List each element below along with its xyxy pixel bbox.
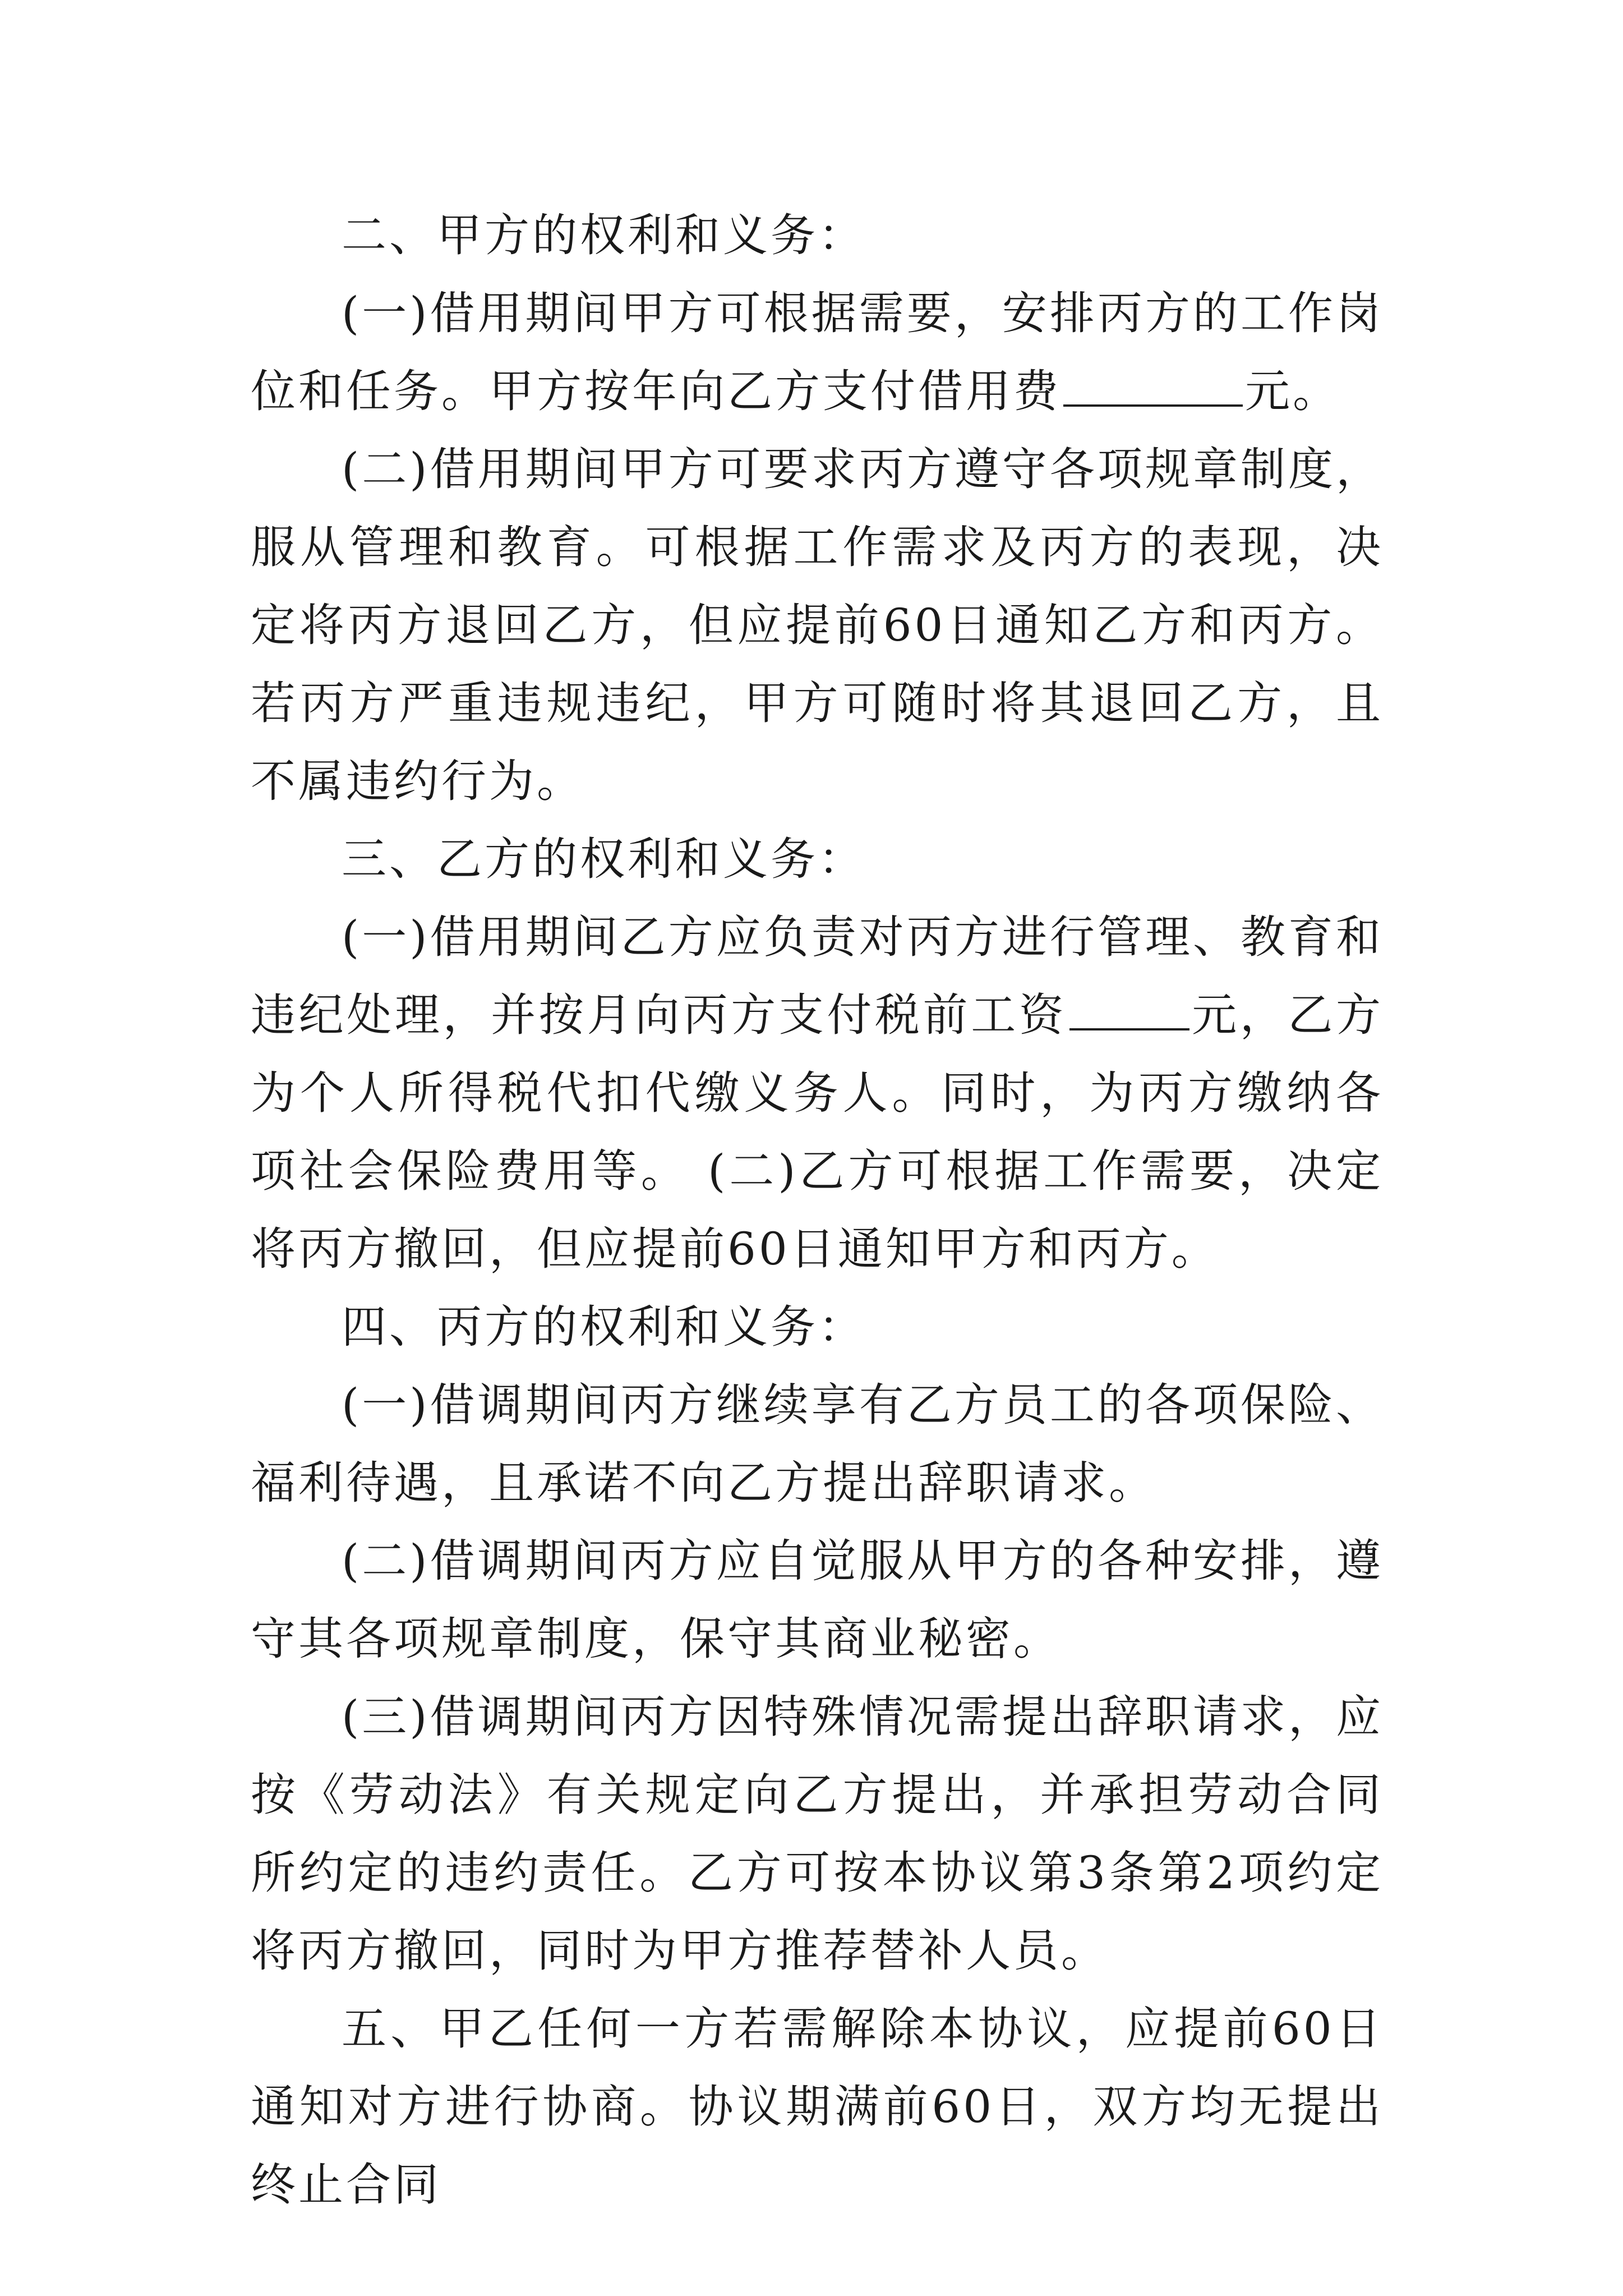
section-4-item-1: (一)借调期间丙方继续享有乙方员工的各项保险、福利待遇，且承诺不向乙方提出辞职请求。: [251, 1379, 1384, 1509]
section-2-item-1: [251, 274, 1384, 430]
section-5: 五、甲乙任何一方若需解除本协议，应提前60日通知对方进行协商。协议期满前60日，双方均无提出终止合同: [251, 2003, 1384, 2211]
section-3-heading: 三、乙方的权利和义务：: [342, 833, 866, 885]
section-4-item-3: (三)借调期间丙方因特殊情况需提出辞职请求，应按《劳动法》有关规定向乙方提出，并承担劳动合同所约定的违约责任。乙方可按本协议第3条第2项约定将丙方撤回，同时为甲方推荐替补人员。: [251, 1691, 1384, 1977]
section-2-item-1-suffix: 元。: [1245, 365, 1340, 417]
section-2-item-2: (二)借用期间甲方可要求丙方遵守各项规章制度，服从管理和教育。可根据工作需求及丙方的表现，决定将丙方退回乙方，但应提前60日通知乙方和丙方。若丙方严重违规违纪，甲方可随时将其退回乙方，且不属违约行为。: [251, 443, 1384, 807]
section-4-heading: 四、丙方的权利和义务：: [342, 1301, 866, 1353]
section-2-heading: 二、甲方的权利和义务：: [342, 209, 866, 261]
borrowing-fee-blank: [1063, 364, 1243, 407]
salary-blank: [1069, 988, 1189, 1030]
section-3-item-1: [251, 898, 1384, 1288]
section-4-item-2: (二)借调期间丙方应自觉服从甲方的各种安排，遵守其各项规章制度，保守其商业秘密。: [251, 1535, 1384, 1665]
section-2-item-1-text: (一)借用期间甲方可根据需要，安排丙方的工作岗位和任务。甲方按年向乙方支付借用费: [251, 287, 1384, 417]
section-3-item-1-text: (一)借用期间乙方应负责对丙方进行管理、教育和违纪处理，并按月向丙方支付税前工资: [251, 911, 1384, 1041]
section-3-item-1-suffix: 元，乙方为个人所得税代扣代缴义务人。同时，为丙方缴纳各项社会保险费用等。 (二)乙方可根据工作需要，决定将丙方撤回，但应提前60日通知甲方和丙方。: [251, 989, 1384, 1275]
document-body: [251, 196, 1384, 2224]
